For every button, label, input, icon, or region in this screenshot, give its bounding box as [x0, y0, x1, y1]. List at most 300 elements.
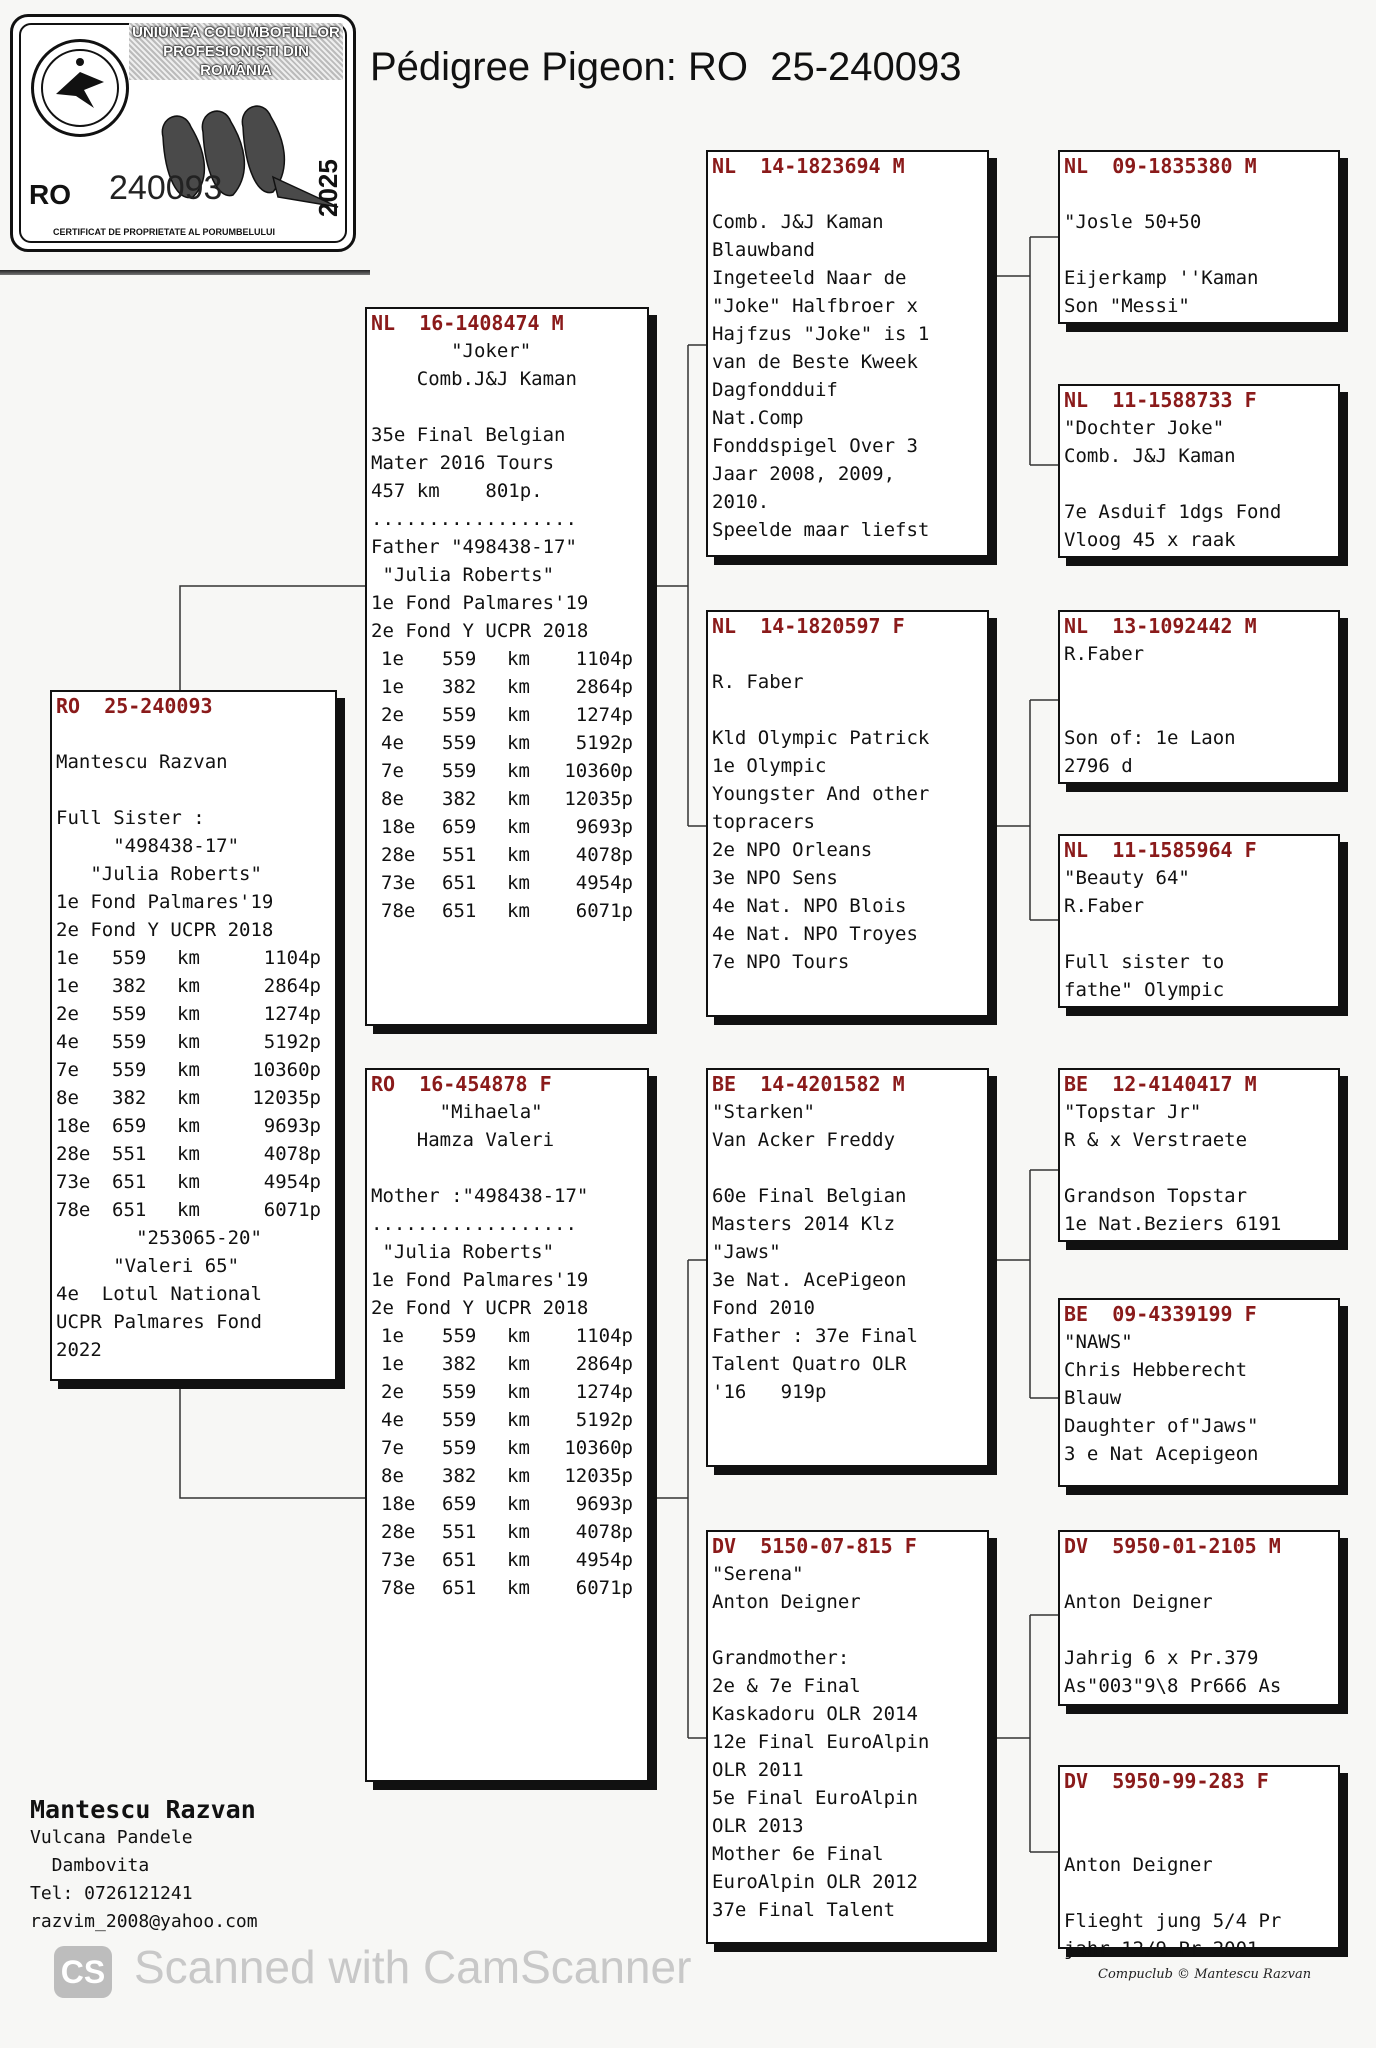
- info-line: Fonddspigel Over 3: [712, 435, 918, 457]
- result-pts: 1274p: [575, 704, 633, 726]
- pigeon-box-fff: [1058, 150, 1340, 324]
- info-line: 2e Fond Y UCPR 2018: [371, 1297, 589, 1319]
- result-unit: km: [507, 1577, 530, 1599]
- info-line: Jahrig 6 x Pr.379: [1064, 1647, 1259, 1669]
- result-row: [367, 673, 647, 701]
- result-pos: 1e: [381, 1353, 404, 1375]
- info-line: Fond 2010: [712, 1297, 815, 1319]
- info-line: 2010.: [712, 491, 770, 513]
- info-line: van de Beste Kweek: [712, 351, 918, 373]
- ring-sex: F: [892, 614, 905, 638]
- result-row: [367, 1574, 647, 1602]
- info-line: Masters 2014 Klz: [712, 1213, 896, 1235]
- ring-ring: 11-1585964: [1112, 838, 1233, 862]
- result-pts: 1104p: [575, 1325, 633, 1347]
- result-dist: 382: [112, 975, 147, 997]
- result-row: [367, 757, 647, 785]
- info-line: 457 km 801p.: [371, 480, 543, 502]
- result-unit: km: [507, 872, 530, 894]
- info-line: Anton Deigner: [712, 1591, 861, 1613]
- result-unit: km: [177, 1171, 200, 1193]
- result-dist: 559: [442, 1325, 477, 1347]
- info-line: "Dochter Joke": [1064, 417, 1225, 439]
- info-line: Mother 6e Final: [712, 1843, 884, 1865]
- result-pts: 2864p: [575, 676, 633, 698]
- result-pts: 10360p: [564, 760, 633, 782]
- result-dist: 559: [442, 732, 477, 754]
- result-row: [367, 645, 647, 673]
- ring-ring: 11-1588733: [1112, 388, 1233, 412]
- ring-sex: M: [892, 154, 905, 178]
- info-line: Daughter of"Jaws": [1064, 1415, 1259, 1437]
- result-pos: 1e: [56, 975, 79, 997]
- result-dist: 382: [442, 788, 477, 810]
- info-line: "Julia Roberts": [56, 863, 262, 885]
- info-line: Chris Hebberecht: [1064, 1359, 1248, 1381]
- result-pos: 18e: [56, 1115, 91, 1137]
- stamp-country: RO: [29, 179, 71, 210]
- result-pos: 18e: [381, 816, 416, 838]
- ring-sex: M: [1244, 1072, 1257, 1096]
- result-pos: 2e: [56, 1003, 79, 1025]
- result-row: [52, 1084, 335, 1112]
- info-line: 1e Olympic: [712, 755, 827, 777]
- result-row: [52, 1168, 335, 1196]
- info-line: Van Acker Freddy: [712, 1129, 896, 1151]
- info-line: "Topstar Jr": [1064, 1101, 1202, 1123]
- ring-country: NL: [1064, 388, 1089, 412]
- result-unit: km: [507, 760, 530, 782]
- result-unit: km: [507, 1409, 530, 1431]
- result-dist: 559: [442, 760, 477, 782]
- info-line: Flieght jung 5/4 Pr: [1064, 1910, 1282, 1932]
- info-line: "Mihaela": [371, 1101, 543, 1123]
- info-line: 1e Nat.Beziers 6191: [1064, 1213, 1282, 1235]
- result-dist: 382: [442, 676, 477, 698]
- result-pos: 4e: [381, 1409, 404, 1431]
- ring-sex: F: [1244, 1302, 1257, 1326]
- pigeon-box-fmm: [1058, 834, 1340, 1008]
- ring-ring: 09-1835380: [1112, 154, 1233, 178]
- result-pts: 6071p: [575, 900, 633, 922]
- result-unit: km: [507, 1521, 530, 1543]
- info-line: R.Faber: [1064, 895, 1145, 917]
- ring-country: BE: [1064, 1072, 1089, 1096]
- result-pos: 1e: [381, 1325, 404, 1347]
- result-pos: 73e: [381, 1549, 416, 1571]
- ring-sex: F: [1256, 1769, 1269, 1793]
- info-line: Full Sister :: [56, 807, 205, 829]
- ring-country: NL: [1064, 154, 1089, 178]
- result-row: [367, 869, 647, 897]
- result-dist: 659: [442, 816, 477, 838]
- breeder-phone: Tel: 0726121241: [30, 1883, 193, 1904]
- result-row: [367, 1406, 647, 1434]
- result-pts: 9693p: [575, 816, 633, 838]
- info-line: "Starken": [712, 1101, 815, 1123]
- result-pos: 28e: [381, 844, 416, 866]
- result-row: [367, 1462, 647, 1490]
- result-unit: km: [507, 1353, 530, 1375]
- result-unit: km: [507, 1493, 530, 1515]
- info-line: "Beauty 64": [1064, 867, 1190, 889]
- info-line: 35e Final Belgian: [371, 424, 566, 446]
- info-line: 7e Asduif 1dgs Fond: [1064, 501, 1282, 523]
- ring-sex: M: [1244, 614, 1257, 638]
- result-dist: 651: [112, 1199, 147, 1221]
- info-line: Nat.Comp: [712, 407, 804, 429]
- pigeon-box-mff: [1058, 1068, 1340, 1242]
- ring-sex: M: [1244, 154, 1257, 178]
- ring-ring: 14-1823694: [760, 154, 881, 178]
- result-row: [367, 785, 647, 813]
- ring-header: [712, 1532, 917, 1560]
- info-line: "Julia Roberts": [371, 1241, 555, 1263]
- info-line: R. Faber: [712, 671, 804, 693]
- info-line: 1e Fond Palmares'19: [371, 1269, 589, 1291]
- result-pts: 1104p: [575, 648, 633, 670]
- result-unit: km: [177, 1003, 200, 1025]
- result-pts: 1274p: [263, 1003, 321, 1025]
- result-dist: 551: [442, 1521, 477, 1543]
- result-row: [52, 972, 335, 1000]
- ring-sex: M: [1268, 1534, 1281, 1558]
- ring-header: [1064, 1767, 1269, 1795]
- result-pts: 5192p: [575, 1409, 633, 1431]
- result-dist: 559: [112, 1059, 147, 1081]
- ring-country: NL: [712, 614, 737, 638]
- result-pos: 2e: [381, 704, 404, 726]
- ring-country: NL: [1064, 614, 1089, 638]
- ring-header: [1064, 1532, 1281, 1560]
- result-pts: 5192p: [575, 732, 633, 754]
- result-unit: km: [177, 975, 200, 997]
- info-line: 37e Final Talent: [712, 1899, 896, 1921]
- pigeon-box-mmf: [1058, 1530, 1340, 1706]
- result-dist: 559: [112, 1003, 147, 1025]
- info-line: "498438-17": [56, 835, 240, 857]
- ring-sex: F: [904, 1534, 917, 1558]
- result-row: [367, 1434, 647, 1462]
- result-row: [367, 1490, 647, 1518]
- result-pts: 4954p: [575, 872, 633, 894]
- info-line: ..................: [371, 1213, 577, 1235]
- info-line: "Serena": [712, 1563, 804, 1585]
- info-line: Vloog 45 x raak: [1064, 529, 1236, 551]
- result-pos: 78e: [381, 1577, 416, 1599]
- result-unit: km: [507, 732, 530, 754]
- info-line: Mother :"498438-17": [371, 1185, 589, 1207]
- result-unit: km: [507, 788, 530, 810]
- result-pos: 73e: [381, 872, 416, 894]
- info-line: "Josle 50+50: [1064, 211, 1202, 233]
- result-pts: 2864p: [575, 1353, 633, 1375]
- result-dist: 559: [112, 947, 147, 969]
- info-line: 2e NPO Orleans: [712, 839, 873, 861]
- result-pts: 2864p: [263, 975, 321, 997]
- info-line: "Jaws": [712, 1241, 781, 1263]
- ring-ring: 5950-01-2105: [1112, 1534, 1257, 1558]
- info-line: Jaar 2008, 2009,: [712, 463, 896, 485]
- ring-header: [1064, 1070, 1257, 1098]
- result-pos: 28e: [381, 1521, 416, 1543]
- result-row: [52, 1000, 335, 1028]
- result-row: [52, 1112, 335, 1140]
- info-line: 4e Nat. NPO Troyes: [712, 923, 918, 945]
- result-pos: 73e: [56, 1171, 91, 1193]
- pigeon-box-fmf: [1058, 610, 1340, 784]
- info-line: OLR 2013: [712, 1815, 804, 1837]
- result-dist: 659: [442, 1493, 477, 1515]
- info-line: fathe" Olympic: [1064, 979, 1225, 1001]
- info-line: 1e Fond Palmares'19: [371, 592, 589, 614]
- info-line: Dagfondduif: [712, 379, 838, 401]
- result-pts: 9693p: [263, 1115, 321, 1137]
- ring-country: NL: [712, 154, 737, 178]
- page-title: Pédigree Pigeon: RO 25-240093: [370, 45, 962, 89]
- pigeon-box-mm: [706, 1530, 989, 1944]
- result-pos: 28e: [56, 1143, 91, 1165]
- result-unit: km: [507, 1381, 530, 1403]
- result-dist: 559: [442, 648, 477, 670]
- info-line: Anton Deigner: [1064, 1591, 1213, 1613]
- result-row: [367, 1350, 647, 1378]
- info-line: 2e & 7e Final: [712, 1675, 861, 1697]
- ring-sex: M: [892, 1072, 905, 1096]
- ring-ring: 14-4201582: [760, 1072, 881, 1096]
- info-line: UCPR Palmares Fond: [56, 1311, 262, 1333]
- result-pos: 1e: [56, 947, 79, 969]
- ring-header: [712, 152, 905, 180]
- result-dist: 559: [442, 704, 477, 726]
- info-line: Anton Deigner: [1064, 1854, 1213, 1876]
- ring-header: [1064, 386, 1257, 414]
- info-line: Ingeteeld Naar de: [712, 267, 907, 289]
- result-pos: 1e: [381, 676, 404, 698]
- info-line: Grandson Topstar: [1064, 1185, 1248, 1207]
- ring-header: [1064, 836, 1257, 864]
- stamp-year: 2025: [313, 159, 343, 217]
- info-line: Son of: 1e Laon: [1064, 727, 1236, 749]
- info-line: Hajfzus "Joke" is 1: [712, 323, 930, 345]
- result-pts: 6071p: [263, 1199, 321, 1221]
- result-pos: 7e: [56, 1059, 79, 1081]
- info-line: Talent Quatro OLR: [712, 1353, 907, 1375]
- info-line: 4e Nat. NPO Blois: [712, 895, 907, 917]
- result-dist: 551: [442, 844, 477, 866]
- breeder-address-2: Dambovita: [30, 1855, 150, 1876]
- info-line: Comb. J&J Kaman: [712, 211, 884, 233]
- result-pos: 1e: [381, 648, 404, 670]
- result-dist: 382: [112, 1087, 147, 1109]
- info-line: 3e Nat. AcePigeon: [712, 1269, 907, 1291]
- result-pos: 4e: [381, 732, 404, 754]
- info-line: "Julia Roberts": [371, 564, 555, 586]
- result-row: [367, 1546, 647, 1574]
- ring-ring: 5150-07-815: [760, 1534, 893, 1558]
- info-line: Grandmother:: [712, 1647, 850, 1669]
- info-line: EuroAlpin OLR 2012: [712, 1871, 918, 1893]
- result-unit: km: [507, 900, 530, 922]
- result-pts: 4954p: [575, 1549, 633, 1571]
- result-row: [52, 1196, 335, 1224]
- info-line: OLR 2011: [712, 1759, 804, 1781]
- result-pos: 7e: [381, 1437, 404, 1459]
- result-row: [367, 841, 647, 869]
- result-dist: 651: [442, 900, 477, 922]
- info-line: Kld Olympic Patrick: [712, 727, 930, 749]
- result-row: [52, 1028, 335, 1056]
- ring-ring: 5950-99-283: [1112, 1769, 1245, 1793]
- result-row: [52, 1056, 335, 1084]
- result-unit: km: [507, 1437, 530, 1459]
- result-row: [367, 1378, 647, 1406]
- result-unit: km: [177, 1199, 200, 1221]
- info-line: 2796 d: [1064, 755, 1133, 777]
- ring-header: [712, 612, 905, 640]
- result-pos: 2e: [381, 1381, 404, 1403]
- info-line: Blauwband: [712, 239, 815, 261]
- ring-sex: F: [1244, 838, 1257, 862]
- info-line: 7e NPO Tours: [712, 951, 850, 973]
- result-pts: 9693p: [575, 1493, 633, 1515]
- info-line: 2e Fond Y UCPR 2018: [371, 620, 589, 642]
- scanner-watermark: Scanned with CamScanner: [134, 1941, 692, 1993]
- ring-ring: 12-4140417: [1112, 1072, 1233, 1096]
- result-dist: 651: [442, 1549, 477, 1571]
- result-unit: km: [177, 1143, 200, 1165]
- result-row: [367, 897, 647, 925]
- ring-country: BE: [1064, 1302, 1089, 1326]
- info-line: 3 e Nat Acepigeon: [1064, 1443, 1259, 1465]
- pigeon-box-mmm: [1058, 1765, 1340, 1960]
- result-pos: 8e: [381, 1465, 404, 1487]
- result-row: [367, 729, 647, 757]
- ring-country: BE: [712, 1072, 737, 1096]
- result-unit: km: [507, 648, 530, 670]
- info-line: Son "Messi": [1064, 295, 1190, 317]
- info-line: "Joker": [371, 340, 532, 362]
- info-line: "253065-20": [56, 1227, 262, 1249]
- result-pos: 8e: [381, 788, 404, 810]
- result-pts: 5192p: [263, 1031, 321, 1053]
- result-pts: 4954p: [263, 1171, 321, 1193]
- breeder-email[interactable]: razvim_2008@yahoo.com: [30, 1911, 258, 1932]
- ring-sex: F: [1244, 388, 1257, 412]
- info-line: Comb. J&J Kaman: [1064, 445, 1236, 467]
- result-pts: 4078p: [263, 1143, 321, 1165]
- info-line: ..................: [371, 508, 577, 530]
- result-pts: 12035p: [252, 1087, 321, 1109]
- result-dist: 651: [442, 872, 477, 894]
- result-dist: 382: [442, 1353, 477, 1375]
- result-pts: 6071p: [575, 1577, 633, 1599]
- info-line: Youngster And other: [712, 783, 930, 805]
- info-line: 1e Fond Palmares'19: [56, 891, 274, 913]
- result-unit: km: [507, 844, 530, 866]
- pigeon-box-fm: [706, 610, 989, 1017]
- info-line: Mantescu Razvan: [56, 751, 228, 773]
- ring-header: [1064, 1300, 1257, 1328]
- result-dist: 559: [112, 1031, 147, 1053]
- info-line: "Valeri 65": [56, 1255, 240, 1277]
- ring-country: DV: [1064, 1534, 1089, 1558]
- result-dist: 559: [442, 1437, 477, 1459]
- info-line: 2022: [56, 1339, 102, 1361]
- info-line: 60e Final Belgian: [712, 1185, 907, 1207]
- info-line: "Joke" Halfbroer x: [712, 295, 918, 317]
- breeder-info: [30, 1795, 258, 1936]
- info-line: R & x Verstraete: [1064, 1129, 1248, 1151]
- result-pos: 78e: [56, 1199, 91, 1221]
- result-pts: 10360p: [252, 1059, 321, 1081]
- result-unit: km: [177, 1031, 200, 1053]
- pigeon-box-ffm: [1058, 384, 1340, 558]
- camscanner-logo-icon: CS: [54, 1946, 112, 1998]
- result-pos: 8e: [56, 1087, 79, 1109]
- pigeon-box-ff: [706, 150, 989, 557]
- ring-country: DV: [1064, 1769, 1089, 1793]
- ring-header: [712, 1070, 905, 1098]
- info-line: topracers: [712, 811, 815, 833]
- result-unit: km: [177, 1087, 200, 1109]
- ring-header: [1064, 152, 1257, 180]
- info-line: Father : 37e Final: [712, 1325, 918, 1347]
- result-unit: km: [507, 1549, 530, 1571]
- result-pts: 12035p: [564, 788, 633, 810]
- ring-ring: 09-4339199: [1112, 1302, 1233, 1326]
- result-pts: 1104p: [263, 947, 321, 969]
- info-line: 3e NPO Sens: [712, 867, 838, 889]
- result-pos: 7e: [381, 760, 404, 782]
- info-line: 2e Fond Y UCPR 2018: [56, 919, 274, 941]
- info-line: 4e Lotul National: [56, 1283, 262, 1305]
- info-line: 12e Final EuroAlpin: [712, 1731, 930, 1753]
- breeder-name: Mantescu Razvan: [30, 1795, 256, 1824]
- ring-header: NL 16-1408474 M: [371, 311, 564, 335]
- result-dist: 651: [442, 1577, 477, 1599]
- result-dist: 382: [442, 1465, 477, 1487]
- ring-country: NL: [1064, 838, 1089, 862]
- info-line: Kaskadoru OLR 2014: [712, 1703, 918, 1725]
- info-line: 5e Final EuroAlpin: [712, 1787, 918, 1809]
- stamp-footer: CERTIFICAT DE PROPRIETATE AL PORUMBELULUI: [53, 227, 275, 237]
- result-pts: 12035p: [564, 1465, 633, 1487]
- result-unit: km: [507, 1325, 530, 1347]
- ring-header: RO 25-240093: [56, 694, 213, 718]
- result-row: [367, 1518, 647, 1546]
- result-row: [52, 944, 335, 972]
- info-line: Blauw: [1064, 1387, 1122, 1409]
- result-unit: km: [507, 676, 530, 698]
- info-line: As"003"9\8 Pr666 As: [1064, 1675, 1282, 1697]
- result-unit: km: [507, 816, 530, 838]
- result-row: [367, 1322, 647, 1350]
- credit-line: Compuclub © Mantescu Razvan: [1098, 1967, 1312, 1982]
- info-line: Speelde maar liefst: [712, 519, 930, 541]
- result-dist: 559: [442, 1381, 477, 1403]
- result-row: [367, 813, 647, 841]
- info-line: Eijerkamp ''Kaman: [1064, 267, 1259, 289]
- result-row: [367, 701, 647, 729]
- result-unit: km: [177, 1115, 200, 1137]
- ring-country: DV: [712, 1534, 737, 1558]
- info-line: Comb.J&J Kaman: [371, 368, 577, 390]
- ring-header: [1064, 612, 1257, 640]
- result-dist: 559: [442, 1409, 477, 1431]
- stamp-header: UNIUNEA COLUMBOFILILOR PROFESIONIŞTI DIN ROMÂNIA: [129, 23, 343, 80]
- info-line: Mater 2016 Tours: [371, 452, 555, 474]
